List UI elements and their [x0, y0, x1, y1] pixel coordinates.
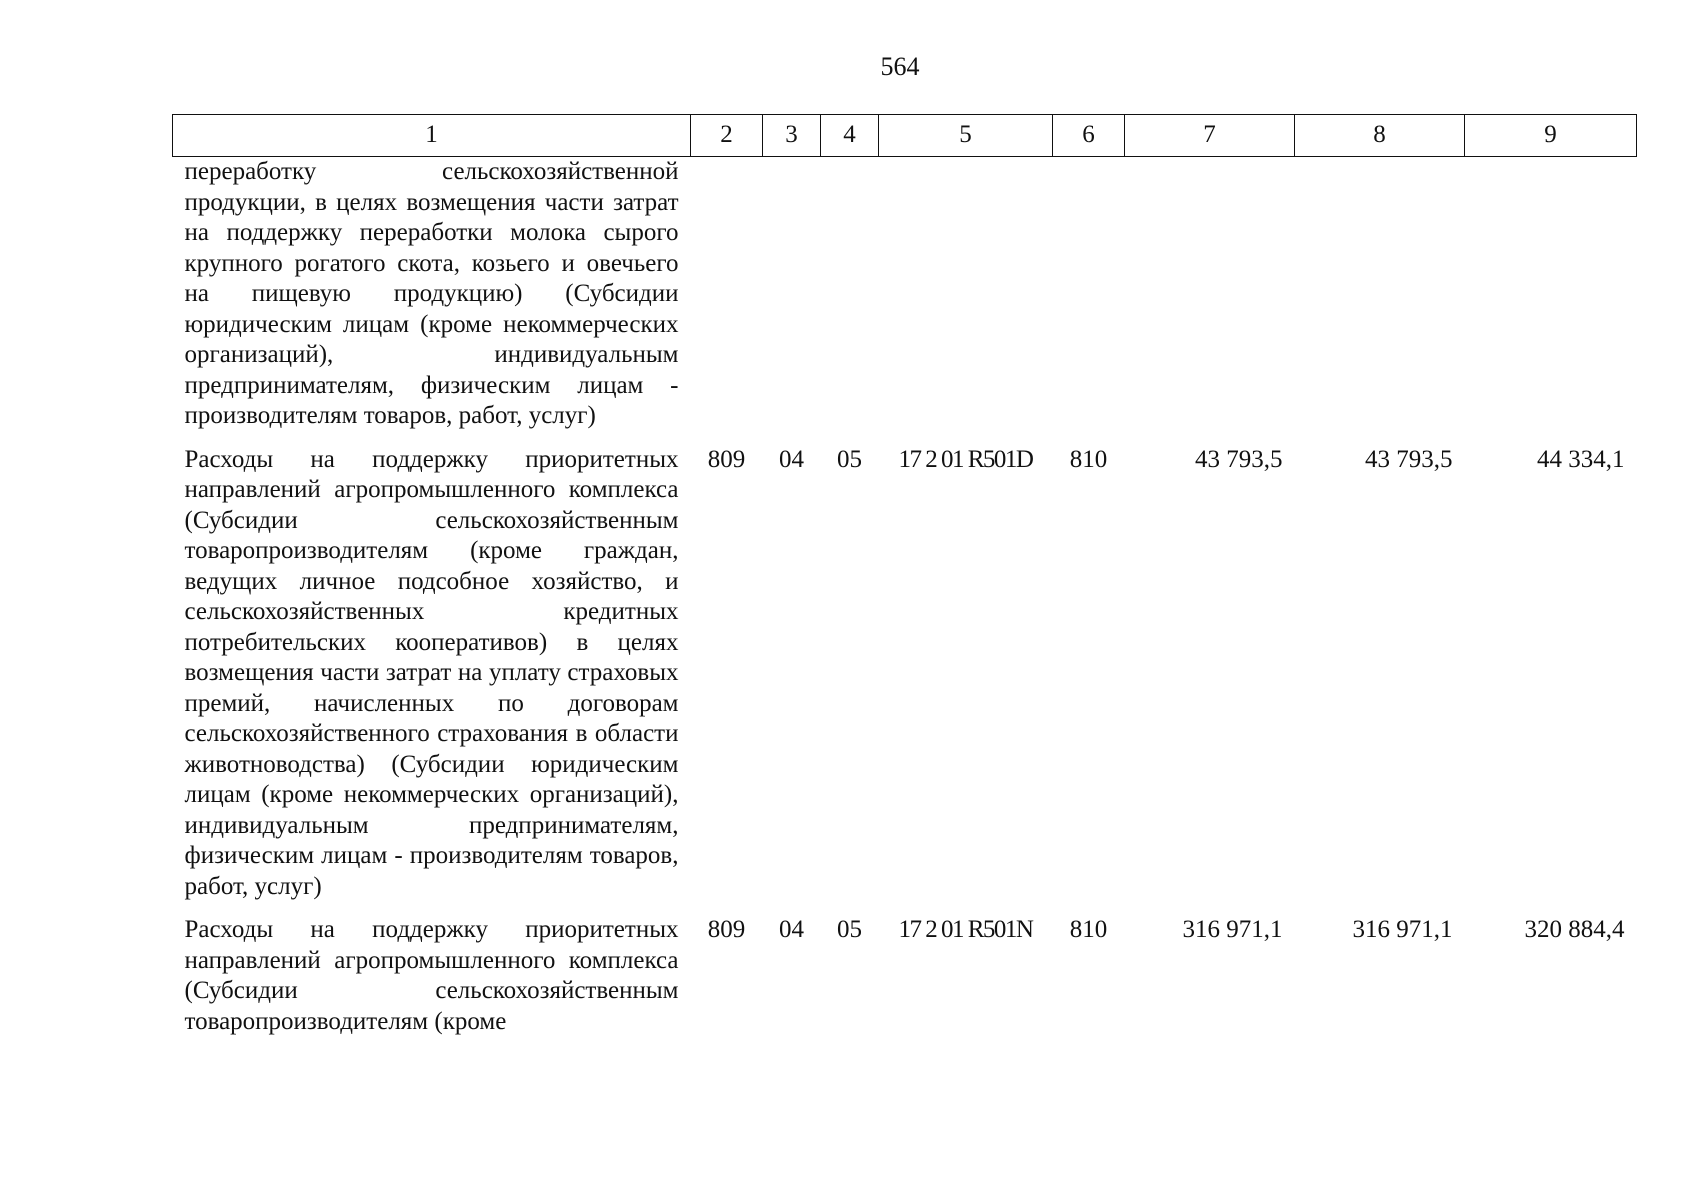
- row-description: Расходы на поддержку приоритетных направлений агропромышленного комплекса (Субсидии сельскохозяйственным товаропроизводителям (кроме граждан, ведущих личное подсобное хозяйство, и сельскохозяйственных кредитных потребительских кооперативов) в целях возмещения части затрат на уплату страховых премий, начисленных по договорам сельскохозяйственного страхования в области животноводства) (Субсидии юридическим лицам (кроме некоммерческих организаций), индивидуальным предпринимателям, физическим лицам - производителям товаров, работ, услуг): [184, 445, 679, 900]
- column-header-2: 2: [691, 115, 763, 157]
- row-amount-col9: 320 884,4: [1524, 916, 1625, 943]
- table-row: [173, 915, 1637, 1037]
- row-ministry-code: 809: [707, 445, 746, 473]
- row-amount-col8: 43 793,5: [1365, 445, 1453, 473]
- header-row: [173, 115, 1637, 157]
- column-header-9: 9: [1465, 115, 1637, 157]
- column-header-8: 8: [1295, 115, 1465, 157]
- row-target-article-code: 17 2 01 R501D: [898, 445, 1033, 473]
- row-amount-col8: 316 971,1: [1352, 916, 1453, 943]
- row-subsection-code: [821, 157, 879, 445]
- row-subsection-code: 05: [837, 445, 862, 473]
- row-section-code: [763, 157, 821, 445]
- row-ministry-code: 809: [707, 916, 746, 943]
- column-header-1: 1: [173, 115, 691, 157]
- row-description: Расходы на поддержку приоритетных направлений агропромышленного комплекса (Субсидии сельскохозяйственным товаропроизводителям (кроме: [184, 916, 679, 1035]
- row-target-article-code: [879, 157, 1053, 445]
- column-header-7: 7: [1125, 115, 1295, 157]
- table-header: [173, 115, 1637, 157]
- row-subsection-code: 05: [837, 916, 862, 943]
- column-header-6: 6: [1053, 115, 1125, 157]
- row-section-code: 04: [779, 916, 804, 943]
- table-row: [173, 445, 1637, 916]
- budget-table: [172, 114, 1637, 1037]
- row-section-code: 04: [779, 445, 804, 473]
- row-amount-col7: [1125, 157, 1295, 445]
- row-ministry-code: [691, 157, 763, 445]
- row-description: переработку сельскохозяйственной продукции, в целях возмещения части затрат на поддержку переработки молока сырого крупного рогатого скота, козьего и овечьего на пищевую продукцию) (Субсидии юридическим лицам (кроме некоммерческих организаций), индивидуальным предпринимателям, физическим лицам - производителям товаров, работ, услуг): [184, 158, 679, 429]
- row-amount-col8: [1295, 157, 1465, 445]
- row-expense-type-code: 810: [1069, 445, 1108, 473]
- row-expense-type-code: 810: [1069, 916, 1108, 943]
- row-target-article-code: 17 2 01 R501N: [898, 916, 1033, 943]
- row-expense-type-code: [1053, 157, 1125, 445]
- column-header-3: 3: [763, 115, 821, 157]
- column-header-4: 4: [821, 115, 879, 157]
- row-amount-col7: 316 971,1: [1182, 916, 1283, 943]
- row-amount-col9: [1465, 157, 1637, 445]
- table-body: [173, 157, 1637, 1038]
- page-number: 564: [880, 52, 920, 81]
- row-amount-col9: 44 334,1: [1537, 445, 1625, 473]
- column-header-5: 5: [879, 115, 1053, 157]
- table-row: [173, 157, 1637, 445]
- row-amount-col7: 43 793,5: [1195, 445, 1283, 473]
